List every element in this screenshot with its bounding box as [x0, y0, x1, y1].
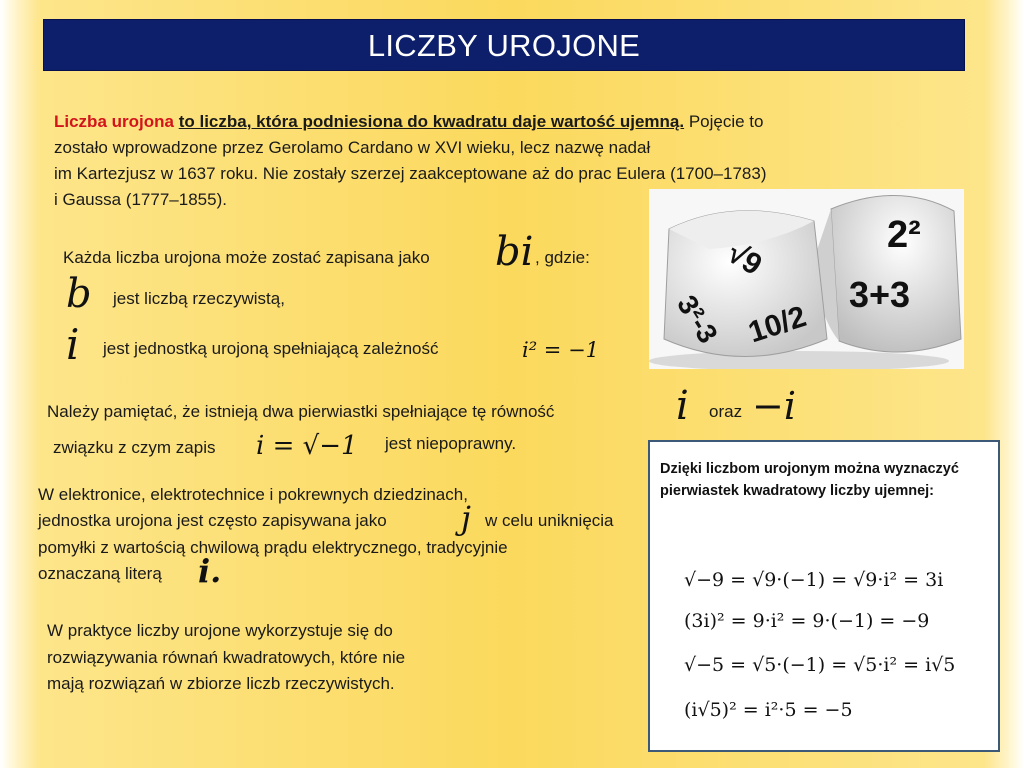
box-heading: Dzięki liczbom urojonym można wyznaczyć pierwiastek kwadratowy liczby ujemnej:	[660, 461, 959, 499]
j-symbol: j	[461, 499, 471, 537]
term-highlight: Liczba urojona	[54, 112, 174, 131]
dice-illustration	[649, 189, 964, 369]
practice-line-1: W praktyce liczby urojone wykorzystuje się do	[47, 621, 393, 640]
definition-highlight: to liczba, która podniesiona do kwadratu daje wartość ujemną.	[178, 112, 685, 131]
root-i: i	[676, 383, 689, 429]
roots-text: Należy pamiętać, że istnieją dwa pierwiastki spełniające tę równość	[47, 402, 555, 421]
i-description: jest jednostką urojoną spełniającą zależność	[103, 339, 439, 358]
form-suffix: , gdzie:	[535, 248, 590, 267]
slide-title: LICZBY UROJONE	[43, 19, 965, 71]
practice-line-2: rozwiązywania równań kwadratowych, które nie	[47, 648, 406, 667]
intro-line-1-rest: Pojęcie to	[684, 112, 764, 131]
die-face-2: 3+3	[849, 274, 911, 315]
equation-4: (i√5)² = i²·5 = −5	[684, 699, 853, 721]
die-face-3: √9	[721, 236, 768, 283]
wrong-formula: i = √−1	[256, 431, 358, 461]
electronics-line-3: pomyłki z wartością chwilową prądu elektrycznego, tradycyjnie	[38, 538, 508, 557]
equation-2: (3i)² = 9·i² = 9·(−1) = −9	[684, 610, 930, 632]
root-minus-i: −i	[752, 384, 796, 428]
equation-1: √−9 = √9·(−1) = √9·i² = 3i	[684, 569, 944, 591]
i-squared-equation: i² = −1	[522, 338, 600, 362]
roots-line-2-prefix: związku z czym zapis	[53, 438, 216, 457]
b-description: jest liczbą rzeczywistą,	[113, 289, 285, 308]
practice-line-3: mają rozwiązań w zbiorze liczb rzeczywistych.	[47, 674, 395, 693]
negative-roots-box	[648, 440, 1000, 752]
electronics-line-4: oznaczaną literą	[38, 564, 162, 583]
intro-line-4: i Gaussa (1777–1855).	[54, 190, 227, 209]
electronics-line-1: W elektronice, elektrotechnice i pokrewnych dziedzinach,	[38, 485, 468, 504]
electronics-line-2b: w celu uniknięcia	[485, 511, 614, 530]
form-text: Każda liczba urojona może zostać zapisana jako	[63, 248, 430, 267]
die-face-5: 3²-3	[671, 289, 724, 349]
i-letter: i.	[198, 552, 222, 590]
intro-line-3: im Kartezjusz w 1637 roku. Nie zostały szerzej zaakceptowane aż do prac Eulera (1700–1783)	[54, 164, 767, 183]
die-face-4: 10/2	[744, 300, 811, 350]
intro-line-2: zostało wprowadzone przez Gerolamo Cardano w XVI wieku, lecz nazwę nadał	[54, 138, 651, 157]
i-symbol: i	[66, 320, 80, 369]
roots-and: oraz	[709, 402, 743, 421]
bi-formula: bi	[495, 229, 534, 275]
die-face-1: 2²	[887, 214, 921, 256]
roots-line-2-suffix: jest niepoprawny.	[385, 434, 517, 453]
dice-image	[649, 189, 964, 369]
electronics-line-2a: jednostka urojona jest często zapisywana jako	[38, 511, 387, 530]
equation-3: √−5 = √5·(−1) = √5·i² = i√5	[684, 654, 956, 676]
b-symbol: b	[66, 271, 92, 317]
intro-line-1	[54, 109, 763, 135]
